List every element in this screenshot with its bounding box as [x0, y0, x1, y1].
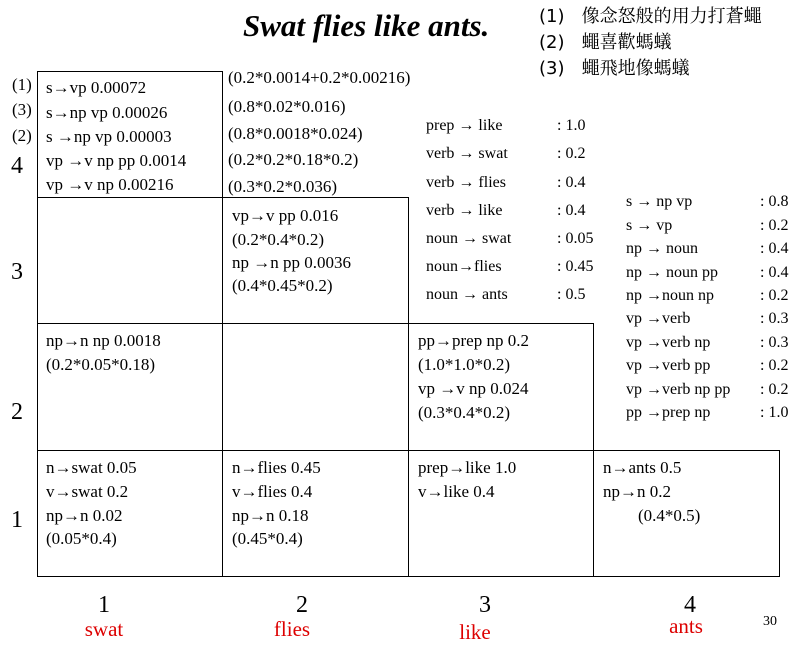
cell-4-1-entry: np→n 0.2 — [603, 482, 671, 501]
cell-1-4-calc: (0.3*0.2*0.036) — [228, 177, 338, 196]
row-label-3: 3 — [11, 259, 23, 285]
row4-marker: (1) — [12, 75, 32, 94]
cky-cell-2-2 — [222, 323, 409, 451]
grammar-rule: vp →verb — [626, 310, 691, 327]
lexical-rule-prob: : 0.2 — [557, 145, 586, 162]
cell-2-1-entry: np→n 0.18 — [232, 506, 309, 525]
cell-1-4-calc: (0.2*0.0014+0.2*0.00216) — [228, 68, 411, 87]
grammar-rule: s → np vp — [626, 193, 693, 210]
sentence-word-like: like — [459, 620, 491, 644]
cell-3-1-entry: v→like 0.4 — [418, 482, 495, 501]
lexical-rule-prob: : 1.0 — [557, 117, 586, 134]
column-label-1: 1 — [98, 592, 110, 618]
lexical-rule: verb → like — [426, 202, 503, 219]
cell-1-4-calc: (0.8*0.02*0.016) — [228, 97, 346, 116]
grammar-rule: np → noun — [626, 240, 698, 257]
sentence-word-flies: flies — [273, 617, 311, 641]
grammar-rule-prob: : 0.4 — [760, 264, 789, 281]
row4-marker: (2) — [12, 126, 32, 145]
cell-1-2-entry: np→n np 0.0018 — [46, 331, 161, 350]
cell-3-2-entry: vp →v np 0.024 — [418, 379, 529, 398]
cell-1-1-entry: np→n 0.02 — [46, 506, 123, 525]
cell-3-2-entry: (1.0*1.0*0.2) — [418, 355, 511, 374]
interpretation-1 — [539, 2, 762, 28]
grammar-rule: vp →verb np pp — [626, 381, 731, 398]
grammar-rule-prob: : 0.3 — [760, 310, 789, 327]
lexical-rule: noun → ants — [426, 286, 508, 303]
grammar-rule-prob: : 1.0 — [760, 404, 789, 421]
cell-4-1-entry: n→ants 0.5 — [603, 458, 682, 477]
cell-1-1-entry: (0.05*0.4) — [46, 529, 117, 548]
grammar-rule-prob: : 0.2 — [760, 287, 789, 304]
sentence-word-ants: ants — [669, 614, 703, 638]
cell-3-2-entry: pp→prep np 0.2 — [418, 331, 529, 350]
lexical-rule: prep → like — [426, 117, 503, 134]
cky-cell-1-3 — [37, 197, 223, 324]
cell-1-4-entry: s→vp 0.00072 — [46, 78, 147, 97]
lexical-rule: noun → swat — [426, 230, 512, 247]
grammar-rule: vp →verb pp — [626, 357, 711, 374]
cell-2-3-entry: (0.2*0.4*0.2) — [232, 230, 325, 249]
row-label-2: 2 — [11, 399, 23, 425]
sentence-word-swat: swat — [84, 617, 124, 641]
cell-1-4-entry: s →np vp 0.00003 — [46, 127, 172, 146]
lexical-rule: verb → flies — [426, 174, 506, 191]
cell-2-1-entry: v→flies 0.4 — [232, 482, 313, 501]
lexical-rule-prob: : 0.5 — [557, 286, 586, 303]
cell-4-1-entry: (0.4*0.5) — [638, 506, 701, 525]
cell-1-4-entry: vp →v np pp 0.0014 — [46, 151, 187, 170]
cell-2-3-entry: vp→v pp 0.016 — [232, 206, 339, 225]
interpretation-num: (3) — [539, 58, 565, 79]
interpretation-text: 蠅飛地像螞蟻 — [581, 58, 690, 79]
page-number: 30 — [763, 614, 777, 629]
column-label-2: 2 — [296, 592, 308, 618]
lexical-rule-prob: : 0.05 — [557, 230, 594, 247]
cell-2-3-entry: (0.4*0.45*0.2) — [232, 276, 333, 295]
grammar-rule-prob: : 0.2 — [760, 357, 789, 374]
cell-1-1-entry: n→swat 0.05 — [46, 458, 137, 477]
grammar-rule: pp →prep np — [626, 404, 711, 421]
row-label-4: 4 — [11, 153, 23, 179]
cell-3-2-entry: (0.3*0.4*0.2) — [418, 403, 511, 422]
cell-1-4-entry: vp →v np 0.00216 — [46, 175, 174, 194]
cell-1-2-entry: (0.2*0.05*0.18) — [46, 355, 156, 374]
grammar-rule-prob: : 0.8 — [760, 193, 789, 210]
slide-title: Swat flies like ants. — [243, 8, 490, 43]
lexical-rule: noun→flies — [426, 258, 502, 275]
lexical-rule-prob: : 0.45 — [557, 258, 594, 275]
lexical-rule-prob: : 0.4 — [557, 174, 586, 191]
grammar-rule-prob: : 0.2 — [760, 381, 789, 398]
grammar-rule-prob: : 0.4 — [760, 240, 789, 257]
interpretation-text: 像念怒般的用力打蒼蠅 — [581, 6, 762, 27]
interpretation-2 — [539, 28, 672, 54]
grammar-rule-prob: : 0.3 — [760, 334, 789, 351]
interpretation-3 — [539, 54, 690, 80]
interpretation-num: (2) — [539, 32, 565, 53]
cell-2-1-entry: n→flies 0.45 — [232, 458, 321, 477]
cell-1-4-entry: s→np vp 0.00026 — [46, 103, 168, 122]
cell-2-3-entry: np →n pp 0.0036 — [232, 253, 351, 272]
interpretation-num: (1) — [539, 6, 565, 27]
grammar-rule: s → vp — [626, 217, 673, 234]
column-label-3: 3 — [479, 592, 491, 618]
row-label-1: 1 — [11, 507, 23, 533]
cell-3-1-entry: prep→like 1.0 — [418, 458, 517, 477]
cell-1-4-calc: (0.2*0.2*0.18*0.2) — [228, 150, 359, 169]
grammar-rule: vp →verb np — [626, 334, 711, 351]
grammar-rule: np →noun np — [626, 287, 714, 304]
lexical-rule: verb → swat — [426, 145, 508, 162]
lexical-rule-prob: : 0.4 — [557, 202, 586, 219]
column-label-4: 4 — [684, 592, 696, 618]
grammar-rule-prob: : 0.2 — [760, 217, 789, 234]
grammar-rule: np → noun pp — [626, 264, 718, 281]
cell-1-4-calc: (0.8*0.0018*0.024) — [228, 124, 363, 143]
cell-1-1-entry: v→swat 0.2 — [46, 482, 129, 501]
cell-2-1-entry: (0.45*0.4) — [232, 529, 303, 548]
row4-marker: (3) — [12, 100, 32, 119]
interpretation-text: 蠅喜歡螞蟻 — [581, 32, 672, 53]
